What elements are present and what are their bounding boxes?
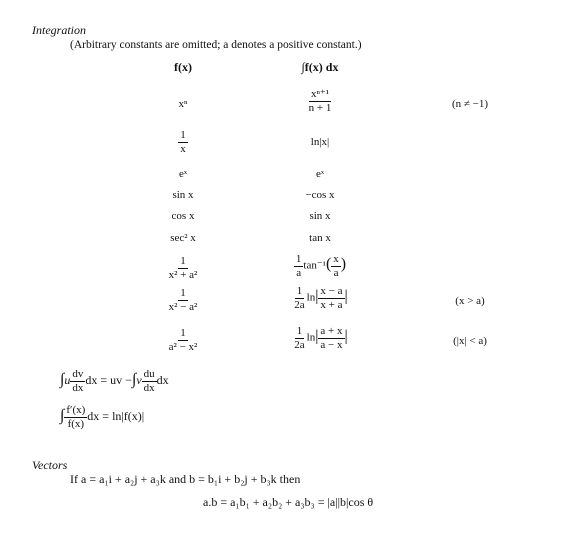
row-cos-int: sin x: [309, 210, 331, 222]
row-sec2-f: sec² x: [170, 232, 196, 244]
row-exp-f: eˣ: [178, 168, 188, 180]
row-log1-int: $\frac{1}{2a}$ ln| $\frac{x - a}{x + a}$ |: [294, 285, 348, 311]
row-xn-f: xⁿ: [178, 98, 188, 110]
integration-note: (Arbitrary constants are omitted; a denotes a positive constant.): [70, 39, 362, 51]
row-xn-int: $\frac{\text{xⁿ⁺¹}}{n + 1}$: [308, 88, 332, 114]
row-cos-f: cos x: [171, 210, 195, 222]
header-integral: ∫f(x) dx: [301, 60, 339, 74]
row-log2-f: $\frac{1}{\text{a² − x²}}$: [168, 327, 198, 353]
row-xn-cond: (n ≠ −1): [451, 98, 489, 110]
integration-title: Integration: [32, 23, 86, 37]
row-sin-f: sin x: [172, 189, 194, 201]
vectors-definition: If a = a₁i + a₂j + a₃k and b = b₁i + b₂j + b₃k then: [70, 472, 301, 486]
row-recip-f: $\frac{1}{x}$: [180, 129, 186, 155]
row-arctan-f: $\frac{1}{\text{x² + a²}}$: [168, 255, 198, 281]
row-log2-cond: (|x| < a): [453, 335, 487, 347]
row-log2-int: $\frac{1}{2a}$ ln| $\frac{a + x}{a - x}$ |: [294, 325, 348, 351]
integration-by-parts-formula: ∫u $\frac{dv}{dx}$ dx = uv −∫v $\frac{du}{dx}$ dx: [60, 368, 169, 394]
row-sec2-int: tan x: [309, 232, 331, 244]
log-derivative-formula: ∫ $\frac{f'(x)}{f(x)}$ dx = ln|f(x)|: [60, 404, 145, 430]
header-f: f(x): [174, 60, 192, 74]
row-exp-int: eˣ: [315, 168, 325, 180]
row-recip-int: ln|x|: [310, 136, 330, 148]
row-sin-int: −cos x: [305, 189, 335, 201]
vectors-title: Vectors: [32, 458, 68, 472]
dot-product-formula: a.b = a₁b₁ + a₂b₂ + a₃b₃ = |a||b|cos θ: [203, 495, 374, 509]
row-log1-f: $\frac{1}{\text{x² − a²}}$: [168, 287, 198, 313]
row-arctan-int: $\frac{1}{a}$ tan⁻¹( $\frac{x}{a}$ ): [295, 253, 347, 279]
row-log1-cond: (x > a): [455, 295, 485, 307]
